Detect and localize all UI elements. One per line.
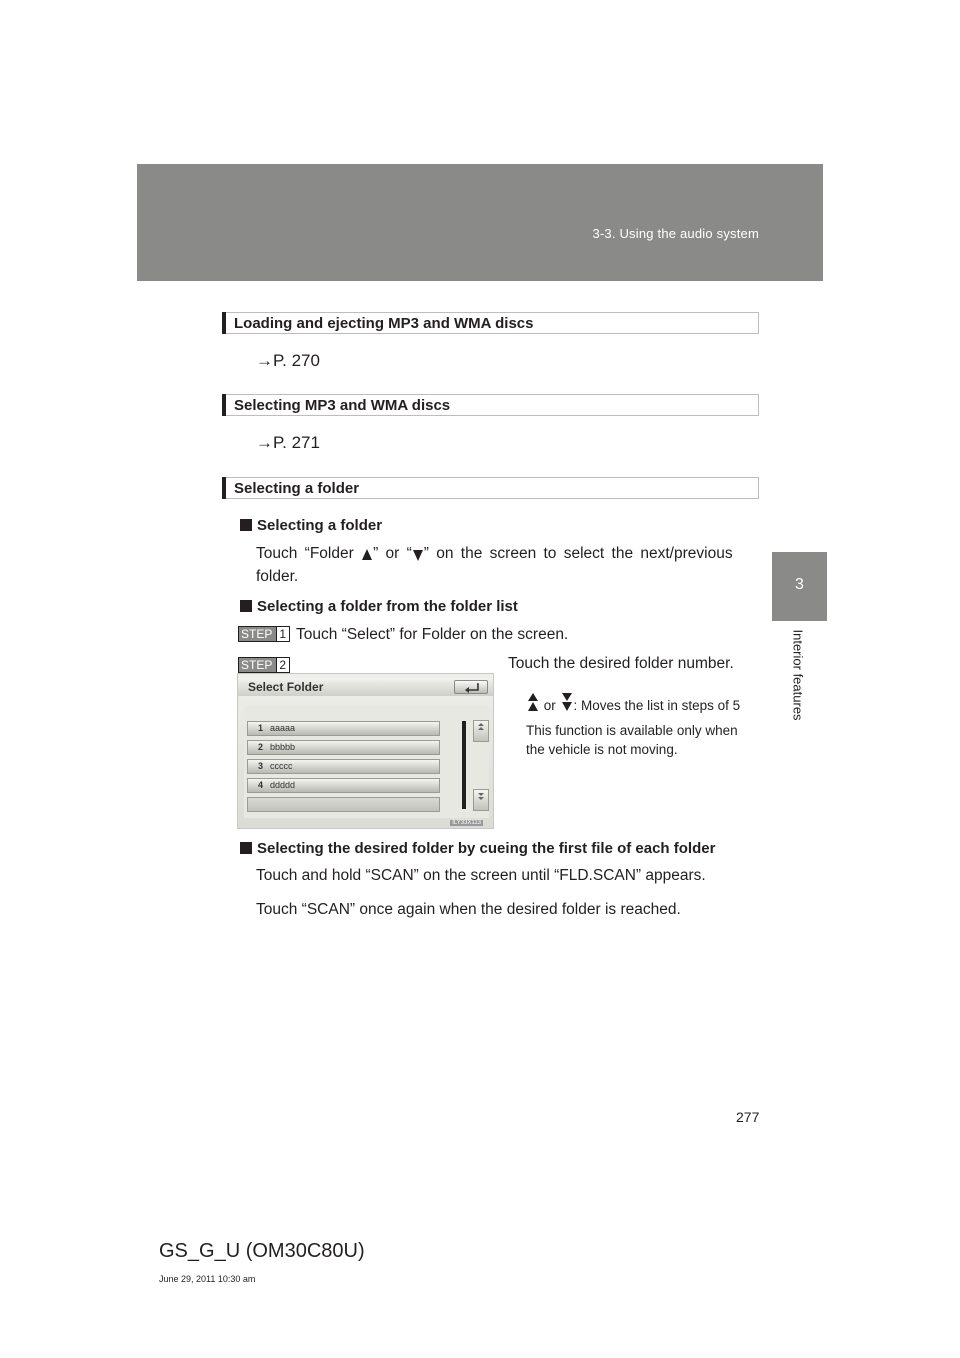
heading-bar bbox=[222, 394, 226, 416]
heading-bar bbox=[222, 477, 226, 499]
page-number: 277 bbox=[736, 1109, 760, 1125]
subheading-cueing: Selecting the desired folder by cueing the first file of each folder bbox=[240, 840, 715, 857]
square-bullet-icon bbox=[240, 842, 252, 854]
heading-text: Loading and ejecting MP3 and WMA discs bbox=[234, 315, 534, 332]
subheading-selecting-folder: Selecting a folder bbox=[240, 517, 382, 534]
folder-row-3[interactable]: 3 ccccc bbox=[247, 759, 440, 774]
scroll-down-button[interactable] bbox=[473, 789, 489, 811]
folder-row-2[interactable]: 2 bbbbb bbox=[247, 740, 440, 755]
print-date: June 29, 2011 10:30 am bbox=[159, 1274, 256, 1284]
step-2-badge: STEP 2 bbox=[238, 657, 290, 673]
screen-title-bar bbox=[238, 678, 493, 696]
model-code: GS_G_U (OM30C80U) bbox=[159, 1240, 365, 1262]
double-down-triangle-icon bbox=[560, 691, 574, 713]
folder-row-1[interactable]: 1 aaaaa bbox=[247, 721, 440, 736]
chapter-number: 3 bbox=[795, 576, 804, 593]
page-reference-270: →P. 270 bbox=[256, 351, 320, 370]
section-heading-loading bbox=[222, 312, 759, 334]
scroll-track bbox=[462, 721, 466, 809]
step-2-text: Touch the desired folder number. bbox=[508, 655, 734, 672]
screen-title: Select Folder bbox=[248, 680, 324, 694]
page-reference-271: →P. 271 bbox=[256, 433, 320, 452]
step-1-badge: STEP 1 bbox=[238, 626, 290, 642]
image-code: ILY33X113 bbox=[452, 820, 481, 826]
folder-row-empty bbox=[247, 797, 440, 812]
chapter-label-wrap bbox=[788, 629, 808, 732]
folder-row-4[interactable]: 4 ddddd bbox=[247, 778, 440, 793]
scan-instruction-2: Touch “SCAN” once again when the desired folder is reached. bbox=[256, 901, 681, 918]
select-folder-screen bbox=[237, 673, 494, 829]
heading-bar bbox=[222, 312, 226, 334]
availability-note-line1: This function is available only when bbox=[526, 723, 738, 738]
availability-note-line2: the vehicle is not moving. bbox=[526, 742, 678, 757]
section-heading-selecting-folder bbox=[222, 477, 759, 499]
heading-text: Selecting MP3 and WMA discs bbox=[234, 397, 451, 414]
scroll-note: or : Moves the list in steps of 5 bbox=[526, 691, 740, 715]
section-heading-selecting-discs bbox=[222, 394, 759, 416]
scan-instruction-1: Touch and hold “SCAN” on the screen until “FLD.SCAN” appears. bbox=[256, 867, 706, 884]
down-triangle-icon bbox=[412, 547, 424, 561]
subheading-folder-list: Selecting a folder from the folder list bbox=[240, 598, 518, 615]
scroll-up-button[interactable] bbox=[473, 720, 489, 742]
folder-select-instruction: Touch “Folder ” or “ ” on the screen to select the next/previous bbox=[256, 545, 733, 562]
square-bullet-icon bbox=[240, 600, 252, 612]
up-triangle-icon bbox=[361, 547, 373, 561]
header-band bbox=[137, 164, 823, 281]
double-down-arrow-icon bbox=[477, 791, 485, 801]
step-1-text: Touch “Select” for Folder on the screen. bbox=[296, 626, 569, 643]
heading-text: Selecting a folder bbox=[234, 480, 360, 497]
double-up-arrow-icon bbox=[477, 722, 485, 732]
chapter-tab bbox=[772, 552, 827, 621]
section-title: 3-3. Using the audio system bbox=[592, 226, 759, 241]
back-button[interactable] bbox=[454, 680, 488, 694]
double-up-triangle-icon bbox=[526, 691, 540, 713]
chapter-label: Interior features bbox=[790, 629, 806, 721]
folder-list bbox=[244, 706, 489, 818]
return-arrow-icon bbox=[464, 682, 480, 693]
square-bullet-icon bbox=[240, 519, 252, 531]
folder-select-instruction-end: folder. bbox=[256, 568, 299, 585]
